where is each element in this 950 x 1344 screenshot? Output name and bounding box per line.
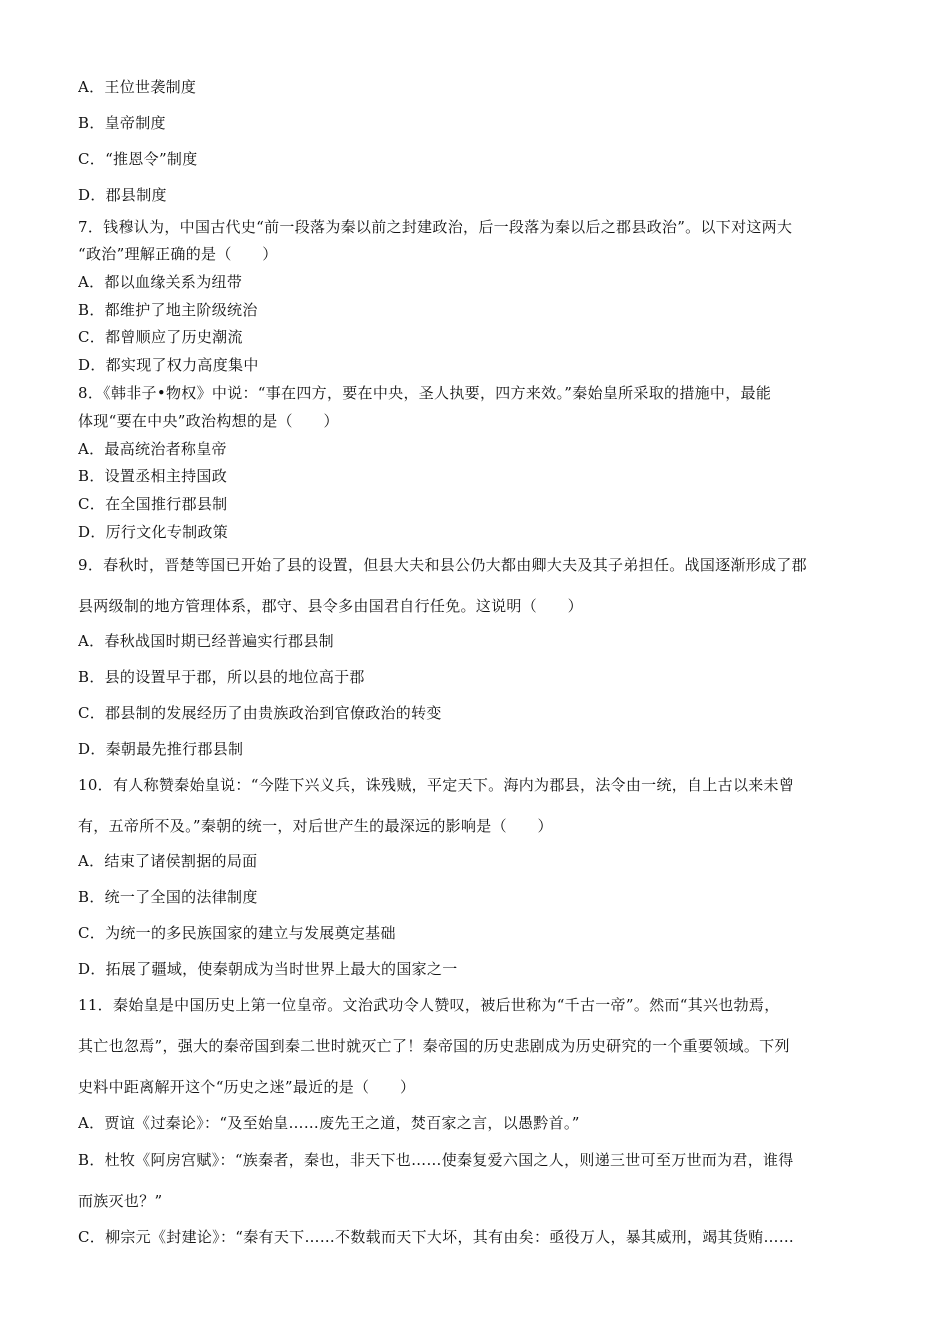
q9-option-a: A．春秋战国时期已经普遍实行郡县制 [78, 632, 334, 650]
q8-stem-line-2: 体现“要在中央”政治构想的是（ ） [78, 412, 339, 430]
q9-option-d: D．秦朝最先推行郡县制 [78, 740, 244, 758]
q7-option-d: D．都实现了权力高度集中 [78, 356, 259, 374]
q7-stem-line-2: “政治”理解正确的是（ ） [78, 245, 278, 263]
q7-stem-line-1: 7．钱穆认为，中国古代史“前一段落为秦以前之封建政治，后一段落为秦以后之郡县政治”。以下对这两大 [78, 218, 793, 236]
q6-option-a: A．王位世袭制度 [78, 78, 197, 96]
q8-option-d: D．厉行文化专制政策 [78, 523, 229, 541]
q6-option-c: C．“推恩令”制度 [78, 150, 198, 168]
q9-stem-line-1: 9．春秋时，晋楚等国已开始了县的设置，但县大夫和县公仍大都由卿大夫及其子弟担任。战国逐渐形成了郡 [78, 556, 807, 574]
q11-option-b-line-1: B．杜牧《阿房宫赋》：“族秦者，秦也，非天下也……使秦复爱六国之人，则递三世可至万世而为君，谁得 [78, 1151, 794, 1169]
q6-option-d: D．郡县制度 [78, 186, 167, 204]
q7-option-a: A．都以血缘关系为纽带 [78, 273, 243, 291]
q9-option-b: B．县的设置早于郡，所以县的地位高于郡 [78, 668, 365, 686]
q11-option-c: C．柳宗元《封建论》：“秦有天下……不数载而天下大坏，其有由矣：亟役万人，暴其威刑，竭其货贿…… [78, 1228, 795, 1246]
q6-option-b: B．皇帝制度 [78, 114, 166, 132]
q7-option-c: C．都曾顺应了历史潮流 [78, 328, 243, 346]
q8-option-c: C．在全国推行郡县制 [78, 495, 228, 513]
q8-stem-line-1: 8．《韩非子•物权》中说：“事在四方，要在中央，圣人执要，四方来效。”秦始皇所采取的措施中，最能 [78, 384, 772, 402]
q8-option-b: B．设置丞相主持国政 [78, 467, 228, 485]
q11-option-a: A．贾谊《过秦论》：“及至始皇……废先王之道，焚百家之言，以愚黔首。” [78, 1114, 580, 1132]
q10-option-a: A．结束了诸侯割据的局面 [78, 852, 258, 870]
q11-option-b-line-2: 而族灭也？” [78, 1192, 163, 1210]
q9-stem-line-2: 县两级制的地方管理体系，郡守、县令多由国君自行任免。这说明（ ） [78, 597, 583, 615]
q9-option-c: C．郡县制的发展经历了由贵族政治到官僚政治的转变 [78, 704, 442, 722]
q11-stem-line-1: 11．秦始皇是中国历史上第一位皇帝。文治武功令人赞叹，被后世称为“千古一帝”。然而“其兴也勃焉， [78, 996, 780, 1014]
q8-option-a: A．最高统治者称皇帝 [78, 440, 227, 458]
q7-option-b: B．都维护了地主阶级统治 [78, 301, 258, 319]
q10-option-d: D．拓展了疆域，使秦朝成为当时世界上最大的国家之一 [78, 960, 458, 978]
q10-stem-line-2: 有，五帝所不及。”秦朝的统一，对后世产生的最深远的影响是（ ） [78, 817, 553, 835]
q11-stem-line-3: 史料中距离解开这个“历史之迷”最近的是（ ） [78, 1078, 416, 1096]
q10-stem-line-1: 10．有人称赞秦始皇说：“今陛下兴义兵，诛残贼，平定天下。海内为郡县，法令由一统，自上古以来未曾 [78, 776, 795, 794]
q10-option-c: C．为统一的多民族国家的建立与发展奠定基础 [78, 924, 396, 942]
q11-stem-line-2: 其亡也忽焉”，强大的秦帝国到秦二世时就灭亡了！秦帝国的历史悲剧成为历史研究的一个重要领域。下列 [78, 1037, 790, 1055]
q10-option-b: B．统一了全国的法律制度 [78, 888, 258, 906]
